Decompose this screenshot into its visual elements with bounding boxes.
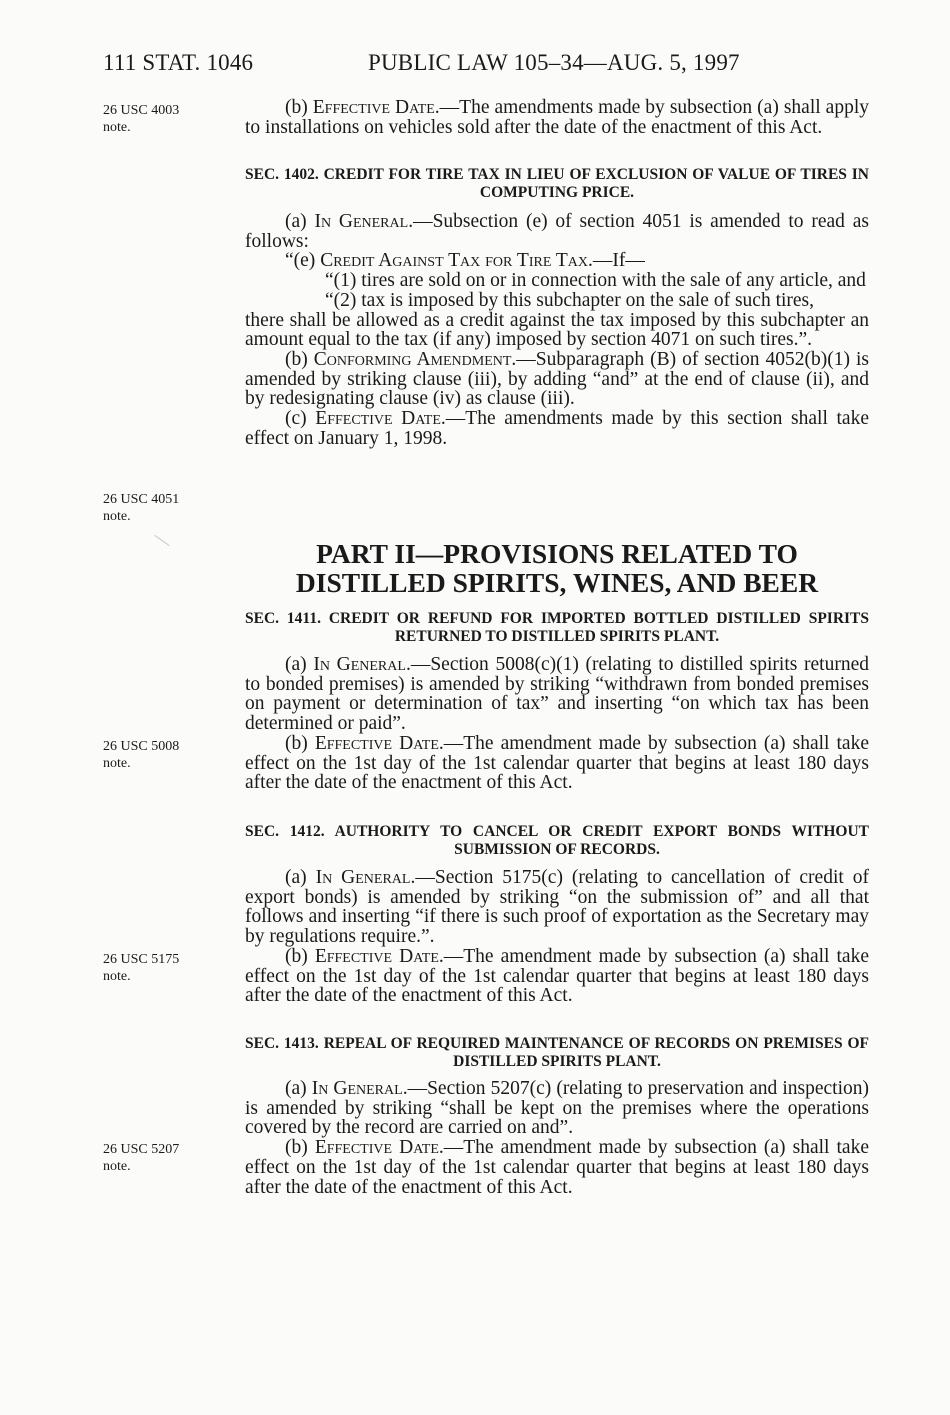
part-heading: PART II—PROVISIONS RELATED TO DISTILLED SPIRITS, WINES, AND BEER <box>295 538 819 598</box>
paragraph-b: (b) Effective Date.—The amendment made by subsection (a) shall take effect on the 1st day of the 1st calendar quarter that begins at least 180 days after the date of the enactment of this Act. <box>245 945 869 1007</box>
paragraph-a: (a) In General.—Section 5207(c) (relating to preservation and inspection) is amended by striking “shall be kept on the premises where the operations covered by the record are carried on and”. <box>245 1078 869 1139</box>
margin-note: 26 USC 4051 note. <box>103 492 180 524</box>
section-1402-body <box>245 212 869 448</box>
section-heading: SEC. 1413. REPEAL OF REQUIRED MAINTENANCE OF RECORDS ON PREMISES OF DISTILLED SPIRITS PLANT. <box>245 1035 869 1070</box>
margin-note: 26 USC 5008 note. <box>103 739 180 771</box>
section-1412 <box>245 823 869 859</box>
paragraph-c: (c) Effective Date.—The amendments made by this section shall take effect on January 1, 1998. <box>245 408 869 449</box>
section-1413 <box>245 1035 869 1071</box>
paragraph-a: (a) In General.—Section 5175(c) (relating to cancellation of credit of export bonds) is amended by striking “on the submission of” and all that follows and inserting “if there is such proof of exportation as the Secretary may by regulations require.”. <box>245 867 869 948</box>
paragraph-a: (a) In General.—Subsection (e) of section 4051 is amended to read as follows: <box>245 211 869 252</box>
item-1: “(1) tires are sold on or in connection with the sale of any article, and <box>325 270 866 292</box>
paragraph-b: (b) Conforming Amendment.—Subparagraph (B) of section 4052(b)(1) is amended by striking clause (iii), by adding “and” at the end of clause (ii), and by redesignating clause (iv) as clause (iii). <box>245 348 870 410</box>
paragraph-b: (b) Effective Date.—The amendment made by subsection (a) shall take effect on the 1st day of the 1st calendar quarter that begins at least 180 days after the date of the enactment of this Act. <box>245 1137 869 1198</box>
section-heading: SEC. 1412. AUTHORITY TO CANCEL OR CREDIT EXPORT BONDS WITHOUT SUBMISSION OF RECORDS. <box>245 823 869 858</box>
section-heading: SEC. 1411. CREDIT OR REFUND FOR IMPORTED BOTTLED DISTILLED SPIRITS RETURNED TO DISTILLED SPIRITS PLANT. <box>245 610 869 645</box>
subsection-e: “(e) Credit Against Tax for Tire Tax.—If— <box>285 250 645 272</box>
margin-note: 26 USC 4003 note. <box>103 103 180 135</box>
margin-note: 26 USC 5207 note. <box>103 1142 180 1174</box>
paragraph-b: (b) Effective Date.—The amendments made by subsection (a) shall apply to installations on vehicles sold after the date of the enactment of this Act. <box>245 97 869 138</box>
paragraph-b: (b) Effective Date.—The amendment made by subsection (a) shall take effect on the 1st day of the 1st calendar quarter that begins at least 180 days after the date of the enactment of this Act. <box>245 732 869 794</box>
margin-note: 26 USC 5175 note. <box>103 952 180 984</box>
section-heading: SEC. 1402. CREDIT FOR TIRE TAX IN LIEU OF EXCLUSION OF VALUE OF TIRES IN COMPUTING PRICE. <box>245 166 869 201</box>
section-1411-body <box>245 655 869 793</box>
section-1412-body <box>245 868 869 1006</box>
section-1402 <box>245 166 869 202</box>
section-1411 <box>245 610 869 646</box>
section-1413-body <box>245 1079 869 1197</box>
part-heading-block <box>245 539 869 597</box>
item-2: “(2) tax is imposed by this subchapter on the sale of such tires, <box>325 289 815 311</box>
page-stat-citation: 111 STAT. 1046 <box>103 50 254 75</box>
paragraph-a: (a) In General.—Section 5008(c)(1) (relating to distilled spirits returned to bonded premises) is amended by striking “withdrawn from bonded premises on payment or determination of tax” and inserting “on which tax has been determined or paid”. <box>245 654 869 735</box>
flush-text: there shall be allowed as a credit against the tax imposed by this subchapter an amount equal to the tax (if any) imposed by section 4071 on such tires.”. <box>245 309 869 351</box>
scan-mark <box>154 535 169 546</box>
page-running-head: PUBLIC LAW 105–34—AUG. 5, 1997 <box>368 50 740 75</box>
effective-date-block <box>245 98 869 137</box>
